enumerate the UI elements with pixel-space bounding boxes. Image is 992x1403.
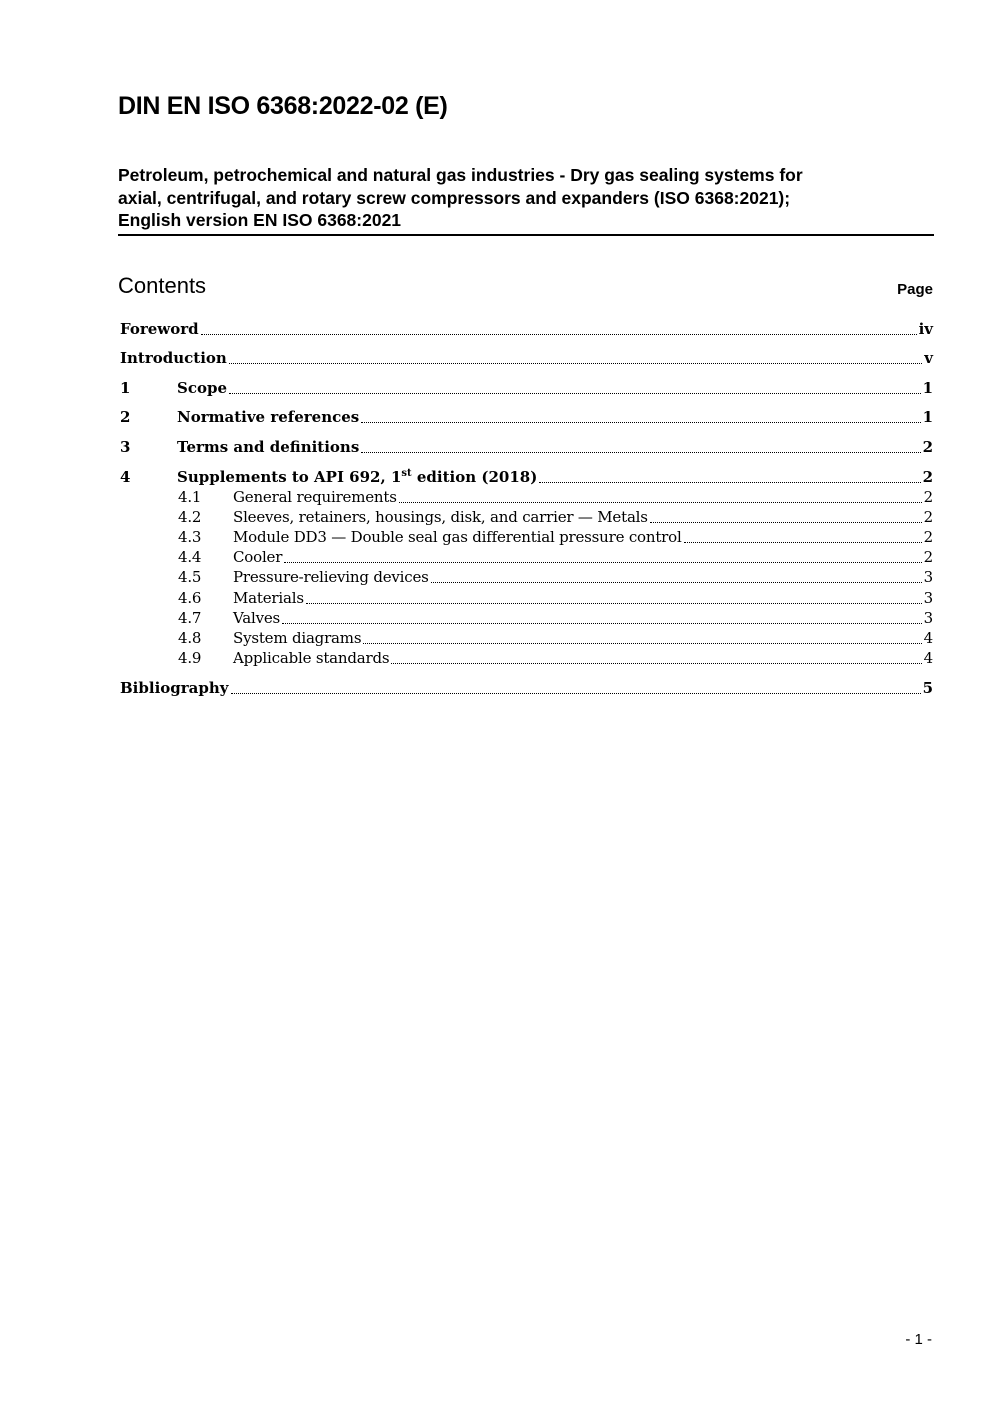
toc-entry-number: 4.1 (178, 488, 202, 506)
contents-heading: Contents (118, 273, 207, 298)
dot-leader (361, 451, 920, 453)
dot-leader (684, 541, 922, 543)
toc-entry-page: 5 (922, 679, 933, 697)
toc-entry-title-text: Supplements to API 692, 1 (177, 468, 402, 486)
ordinal-suffix: st (401, 468, 412, 479)
toc-entry-number: 4.9 (178, 649, 202, 667)
toc-entry-number: 3 (120, 438, 131, 456)
dot-leader (650, 521, 922, 523)
toc-entry-cooler[interactable] (120, 548, 933, 568)
toc-entry-module-dd3[interactable] (120, 528, 933, 548)
toc-entry-materials[interactable] (120, 589, 933, 609)
dot-leader (361, 421, 920, 423)
toc-entry-bibliography[interactable] (120, 679, 933, 699)
toc-entry-number: 4.8 (178, 629, 202, 647)
toc-entry-title: Materials (233, 589, 304, 607)
toc-entry-page: iv (918, 320, 933, 338)
toc-entry-title: Foreword (120, 320, 199, 338)
toc-entry-page: 2 (923, 488, 933, 506)
dot-leader (201, 333, 917, 335)
document-title-line: English version EN ISO 6368:2021 (118, 210, 402, 230)
toc-entry-scope[interactable] (120, 379, 933, 399)
toc-entry-number: 4.5 (178, 568, 202, 586)
toc-entry-system-diagrams[interactable] (120, 629, 933, 649)
toc-entry-page: 1 (922, 408, 933, 426)
dot-leader (284, 561, 921, 563)
toc-entry-introduction[interactable] (120, 349, 933, 369)
toc-entry-title: Normative references (177, 408, 360, 426)
dot-leader (539, 481, 920, 483)
toc-entry-title: Introduction (120, 349, 227, 367)
toc-entry-normative-references[interactable] (120, 408, 933, 428)
toc-entry-page: 1 (922, 379, 933, 397)
toc-entry-number: 4.2 (178, 508, 202, 526)
toc-entry-title: Valves (233, 609, 281, 627)
toc-entry-title: System diagrams (233, 629, 362, 647)
toc-entry-title: Cooler (233, 548, 283, 566)
toc-entry-page: 4 (923, 629, 933, 647)
dot-leader (399, 501, 922, 503)
toc-entry-title-text: edition (2018) (411, 468, 538, 486)
dot-leader (363, 642, 921, 644)
document-title-line: Petroleum, petrochemical and natural gas industries - Dry gas sealing systems for (118, 165, 803, 185)
page-number: - 1 - (905, 1331, 932, 1348)
toc-entry-number: 4 (120, 468, 131, 486)
dot-leader (229, 362, 922, 364)
toc-entry-number: 4.4 (178, 548, 202, 566)
toc-entry-number: 4.3 (178, 528, 202, 546)
toc-entry-valves[interactable] (120, 609, 933, 629)
toc-entry-number: 4.6 (178, 589, 202, 607)
contents-header (118, 273, 933, 299)
toc-entry-title: Applicable standards (233, 649, 390, 667)
dot-leader (306, 602, 922, 604)
toc-entry-title: General requirements (233, 488, 397, 506)
toc-entry-supplements[interactable] (120, 468, 933, 488)
toc-entry-page: 2 (922, 468, 933, 486)
toc-entry-applicable-standards[interactable] (120, 649, 933, 669)
toc-entry-page: 3 (923, 568, 933, 586)
dot-leader (431, 581, 922, 583)
toc-entry-terms-and-definitions[interactable] (120, 438, 933, 458)
document-title (118, 164, 934, 236)
dot-leader (391, 662, 921, 664)
dot-leader (231, 692, 921, 694)
toc-entry-title: Module DD3 — Double seal gas differential pressure control (233, 528, 682, 546)
document-title-line: axial, centrifugal, and rotary screw compressors and expanders (ISO 6368:2021); (118, 187, 791, 208)
toc-entry-title: Pressure-relieving devices (233, 568, 429, 586)
toc-entry-page: 2 (923, 548, 933, 566)
dot-leader (282, 622, 922, 624)
toc-entry-page: 3 (923, 589, 933, 607)
toc-entry-page: v (924, 349, 933, 367)
toc-entry-general-requirements[interactable] (120, 488, 933, 508)
toc-entry-title (177, 468, 537, 486)
toc-entry-page: 2 (922, 438, 933, 456)
document-id: DIN EN ISO 6368:2022-02 (E) (118, 92, 448, 120)
dot-leader (229, 392, 921, 394)
toc-entry-number: 4.7 (178, 609, 202, 627)
toc-entry-pressure-relieving-devices[interactable] (120, 568, 933, 588)
toc-entry-title: Terms and definitions (177, 438, 360, 456)
toc-entry-number: 2 (120, 408, 131, 426)
toc-entry-page: 2 (923, 528, 933, 546)
toc-entry-metals[interactable] (120, 508, 933, 528)
toc-entry-foreword[interactable] (120, 320, 933, 340)
toc-entry-number: 1 (120, 379, 131, 397)
toc-entry-title: Scope (177, 379, 228, 397)
toc-entry-page: 4 (923, 649, 933, 667)
toc-entry-title: Sleeves, retainers, housings, disk, and carrier — Metals (233, 508, 648, 526)
toc-entry-title: Bibliography (120, 679, 229, 697)
page-column-label: Page (897, 281, 933, 298)
toc-entry-page: 3 (923, 609, 933, 627)
toc-entry-page: 2 (923, 508, 933, 526)
